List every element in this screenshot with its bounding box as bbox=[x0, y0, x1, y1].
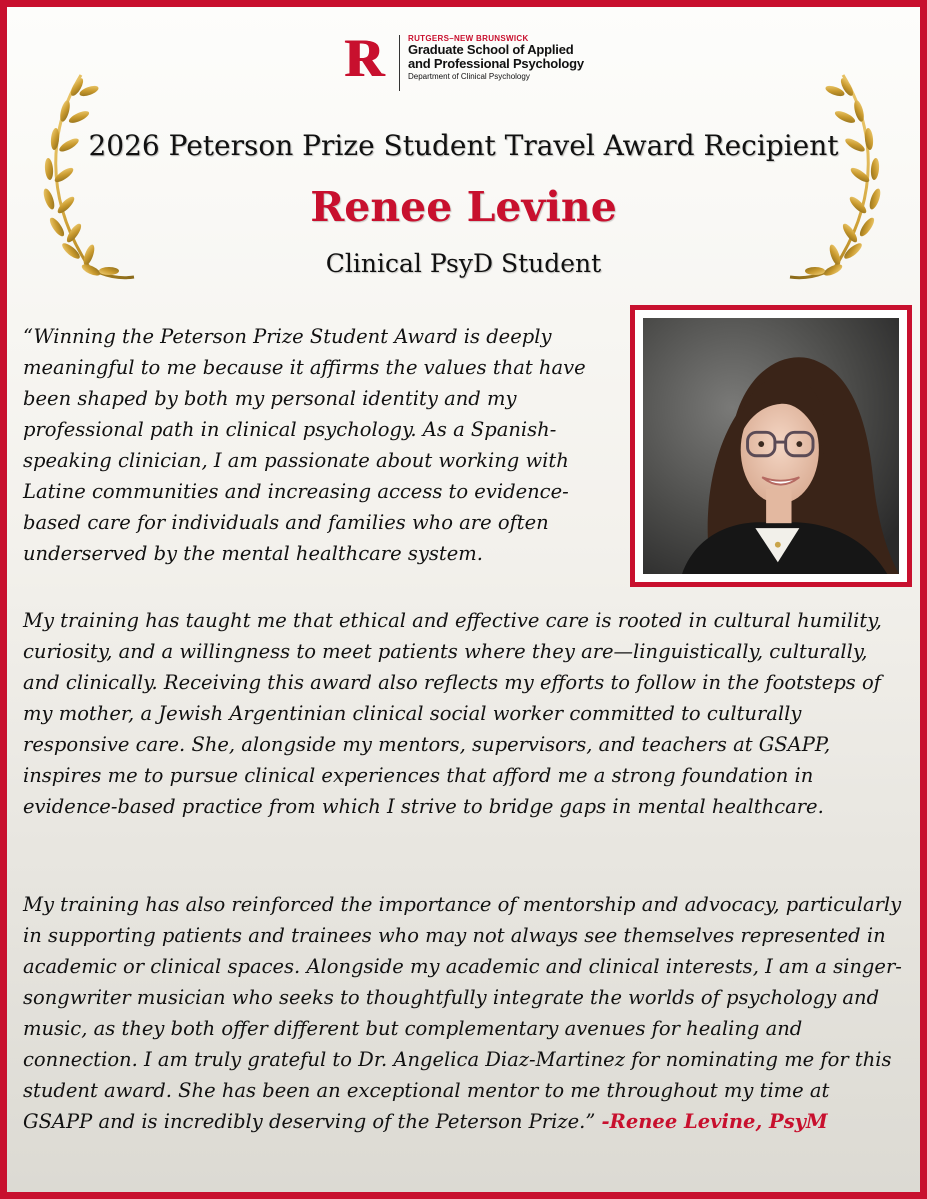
logo-divider bbox=[399, 35, 400, 91]
quote-paragraph-3 bbox=[23, 889, 903, 1137]
logo-school-line-1: Graduate School of Applied bbox=[408, 42, 574, 58]
rutgers-r-logo-icon: R bbox=[345, 28, 382, 88]
logo-university: RUTGERS–NEW BRUNSWICK bbox=[408, 34, 529, 43]
recipient-name: Renee Levine bbox=[310, 183, 617, 231]
recipient-role: Clinical PsyD Student bbox=[325, 249, 602, 278]
logo-department: Department of Clinical Psychology bbox=[408, 71, 530, 81]
quote-paragraph-3-text: My training has also reinforced the importance of mentorship and advocacy, particularly in supporting patients and trainees who may not always see themselves represented in academic or clinical spaces. Alongside my academic and clinical interests, I am a singer-songwriter musician who seeks to thoughtfully integrate the worlds of psychology and music, as they both offer different but complementary avenues for healing and connection. I am truly grateful to Dr. Angelica Diaz-Martinez for nominating me for this student award. She has been an exceptional mentor to me throughout my time at GSAPP and is incredibly deserving of the Peterson Prize.” bbox=[23, 893, 902, 1133]
rutgers-gsapp-logo bbox=[345, 28, 584, 91]
recipient-photo-frame bbox=[630, 305, 912, 587]
award-title: 2026 Peterson Prize Student Travel Award Recipient bbox=[88, 129, 839, 162]
quote-paragraph-1: “Winning the Peterson Prize Student Award is deeply meaningful to me because it affirms the values that have been shaped by both my personal identity and my professional path in clinical psychology. As a Spanish-speaking clinician, I am passionate about working with Latine communities and increasing access to evidence-based care for individuals and families who are often underserved by the mental healthcare system. bbox=[23, 325, 586, 565]
quote-paragraph-2: My training has taught me that ethical and effective care is rooted in cultural humility, curiosity, and a willingness to meet patients where they are—linguistically, culturally, and clinically. Receiving this award also reflects my efforts to follow in the footsteps of my mother, a Jewish Argentinian clinical social worker committed to culturally responsive care. She, alongside my mentors, supervisors, and teachers at GSAPP, inspires me to pursue clinical experiences that afford me a strong foundation in evidence-based practice from which I strive to bridge gaps in mental healthcare. bbox=[23, 609, 882, 818]
logo-text bbox=[408, 35, 584, 81]
logo-school-line-2: and Professional Psychology bbox=[408, 56, 584, 72]
recipient-photo bbox=[643, 318, 899, 574]
quote-signature: -Renee Levine, PsyM bbox=[601, 1110, 828, 1133]
